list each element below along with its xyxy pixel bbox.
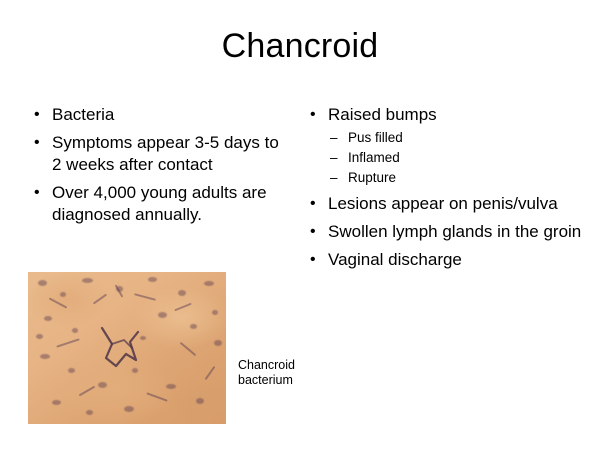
list-item-label: Vaginal discharge [328,250,462,269]
bullet-icon: • [34,106,40,123]
sub-list-item [328,168,584,187]
micrograph-canvas [28,272,226,424]
bullet-icon: • [34,184,40,201]
sub-list-item-label: Pus filled [348,130,403,145]
list-item [304,249,584,271]
sub-list-item-label: Rupture [348,170,397,185]
bullet-icon: • [310,106,316,123]
right-bullet-list [304,104,584,271]
list-item-label: Raised bumps [328,105,437,124]
sub-list-item [328,128,584,147]
dash-bullet-icon: – [330,170,338,185]
list-item [304,221,584,243]
list-item-label: Bacteria [52,105,115,124]
list-item [304,193,584,215]
bullet-icon: • [34,134,40,151]
sub-bullet-list [328,128,584,187]
bullet-icon: • [310,251,316,268]
bullet-icon: • [310,223,316,240]
list-item [28,132,290,176]
image-caption: Chancroid bacterium [238,358,295,387]
right-content-column [304,104,584,277]
bullet-icon: • [310,195,316,212]
list-item [28,182,290,226]
left-content-column [28,104,290,232]
list-item [28,104,290,126]
left-bullet-list [28,104,290,226]
list-item-label: Swollen lymph glands in the groin [328,222,582,241]
page-title: Chancroid [221,27,379,65]
micrograph-image [28,272,226,424]
list-item [304,104,584,187]
list-item-label: Symptoms appear 3-5 days to 2 weeks after contact [52,133,279,174]
dash-bullet-icon: – [330,150,338,165]
list-item-label: Over 4,000 young adults are diagnosed annually. [52,183,267,224]
list-item-label: Lesions appear on penis/vulva [328,194,558,213]
sub-list-item-label: Inflamed [348,150,400,165]
bacterium-icon [96,324,144,370]
dash-bullet-icon: – [330,130,338,145]
sub-list-item [328,148,584,167]
